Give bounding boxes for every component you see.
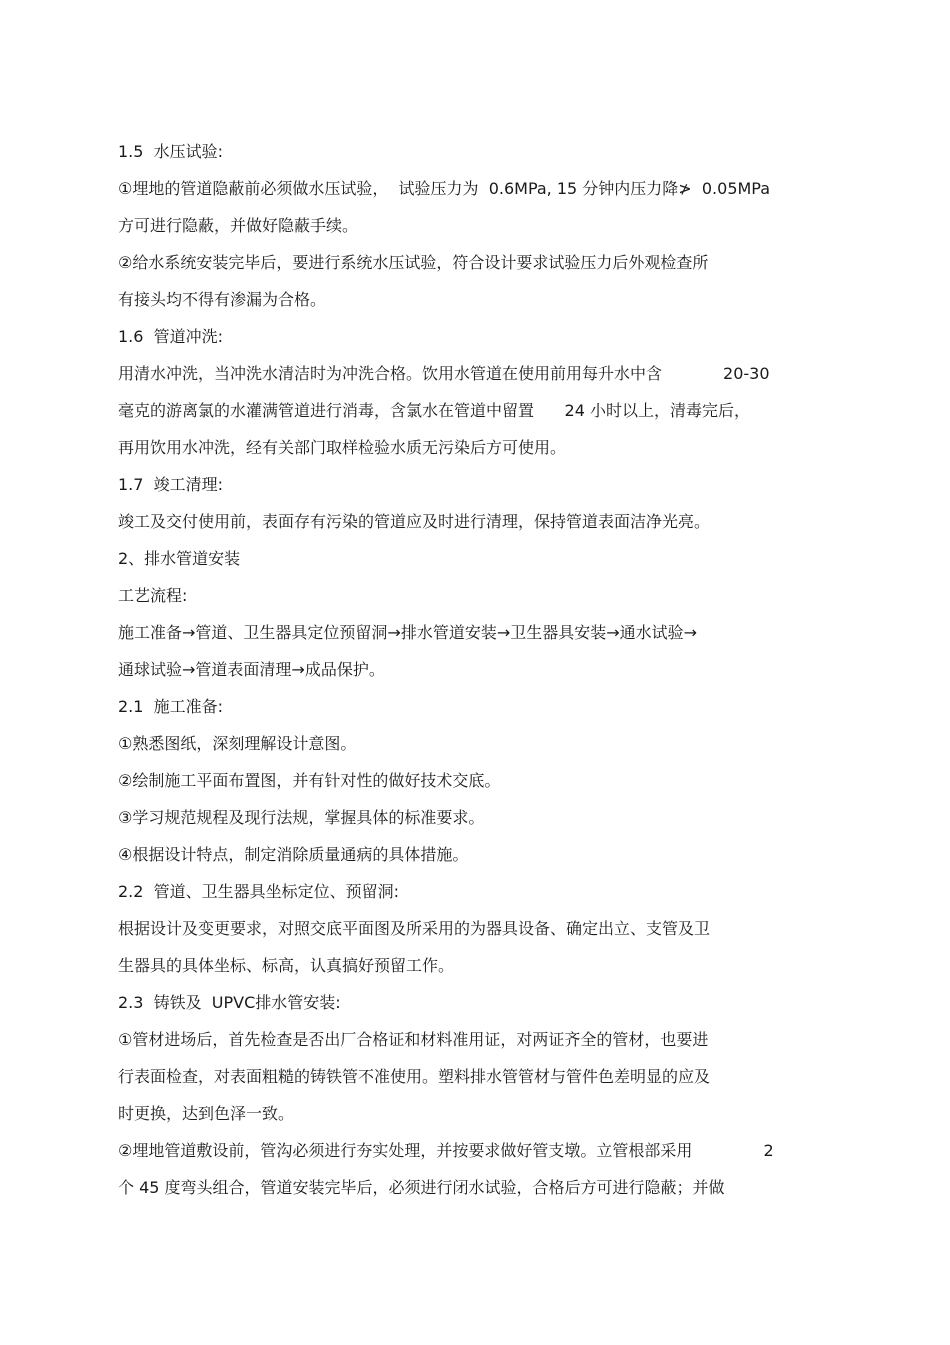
text-line: ①管材进场后，首先检查是否出厂合格证和材料准用证，对两证齐全的管材，也要进 bbox=[118, 1030, 709, 1049]
text-line: 再用饮用水冲洗，经有关部门取样检验水质无污染后方可使用。 bbox=[118, 438, 567, 457]
text-line: 根据设计及变更要求，对照交底平面图及所采用的为器具设备、确定出立、支管及卫 bbox=[118, 919, 711, 938]
text-line: ③学习规范规程及现行法规，掌握具体的标准要求。 bbox=[118, 808, 485, 827]
text-line: 个 45 度弯头组合，管道安装完毕后，必须进行闭水试验，合格后方可进行隐蔽；并做 bbox=[118, 1178, 725, 1197]
text-line: ①埋地的管道隐蔽前必须做水压试验， 试验压力为 0.6MPa, 15 分钟内压力降≯ 0.05MPa bbox=[118, 179, 771, 198]
heading-2-3: 2.3 铸铁及 UPVC排水管安装: bbox=[118, 993, 341, 1012]
heading-2-2: 2.2 管道、卫生器具坐标定位、预留洞: bbox=[118, 882, 400, 901]
text-line: 竣工及交付使用前，表面存有污染的管道应及时进行清理，保持管道表面洁净光亮。 bbox=[118, 512, 711, 531]
text-line: 用清水冲洗，当冲洗水清洁时为冲洗合格。饮用水管道在使用前用每升水中含 20-30 bbox=[118, 364, 770, 383]
heading-2: 2、排水管道安装 bbox=[118, 549, 241, 568]
heading-1-5: 1.5 水压试验: bbox=[118, 142, 224, 161]
text-line: ②给水系统安装完毕后，要进行系统水压试验，符合设计要求试验压力后外观检查所 bbox=[118, 253, 709, 272]
text-line: 时更换，达到色泽一致。 bbox=[118, 1104, 295, 1123]
document-body bbox=[118, 140, 838, 1213]
text-line: 毫克的游离氯的水灌满管道进行消毒，含氯水在管道中留置 24 小时以上，清毒完后， bbox=[118, 401, 750, 420]
text-line: 通球试验→管道表面清理→成品保护。 bbox=[118, 660, 385, 679]
text-line: 生器具的具体坐标、标高，认真搞好预留工作。 bbox=[118, 956, 455, 975]
text-line: ②埋地管道敷设前，管沟必须进行夯实处理，并按要求做好管支墩。立管根部采用 2 bbox=[118, 1141, 774, 1160]
text-line: ④根据设计特点，制定消除质量通病的具体措施。 bbox=[118, 845, 469, 864]
text-line: 施工准备→管道、卫生器具定位预留洞→排水管道安装→卫生器具安装→通水试验→ bbox=[118, 623, 698, 642]
text-line: 行表面检查，对表面粗糙的铸铁管不准使用。塑料排水管管材与管件色差明显的应及 bbox=[118, 1067, 711, 1086]
text-line: ②绘制施工平面布置图，并有针对性的做好技术交底。 bbox=[118, 771, 501, 790]
text-line: 方可进行隐蔽，并做好隐蔽手续。 bbox=[118, 216, 359, 235]
text-line: ①熟悉图纸，深刻理解设计意图。 bbox=[118, 734, 357, 753]
heading-2-1: 2.1 施工准备: bbox=[118, 697, 224, 716]
text-line: 有接头均不得有渗漏为合格。 bbox=[118, 290, 327, 309]
heading-1-7: 1.7 竣工清理: bbox=[118, 475, 224, 494]
text-line: 工艺流程: bbox=[118, 586, 188, 605]
heading-1-6: 1.6 管道冲洗: bbox=[118, 327, 224, 346]
